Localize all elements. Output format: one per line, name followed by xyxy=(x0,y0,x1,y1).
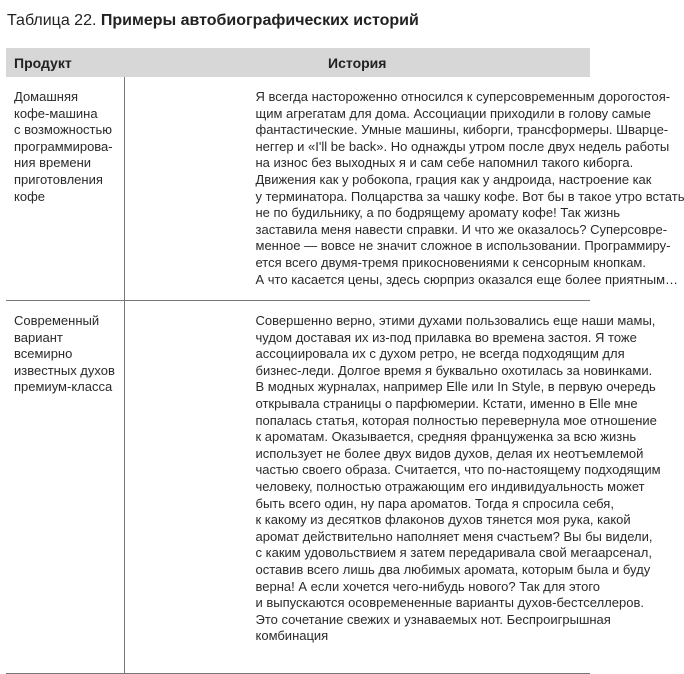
table-header-row xyxy=(6,48,590,77)
product-line: кофе-машина xyxy=(14,105,98,121)
table-row xyxy=(6,301,590,674)
story-line: оставив всего лишь два любимых аромата, которым была и буду xyxy=(255,561,651,577)
story-line: и выпускаются осовремененные варианты духов-бестселлеров. xyxy=(255,595,644,611)
product-line: Домашняя xyxy=(14,89,79,104)
product-line: премиум-класса xyxy=(14,379,113,395)
header-story: История xyxy=(124,48,590,77)
story-line: использует не более двух видов духов, делая их неотъемлемой xyxy=(255,445,644,461)
story-line: к какому из десятков флаконов духов тянется моя рука, какой xyxy=(255,512,631,528)
story-line: аромат действительно наполняет меня счастьем? Вы бы видели, xyxy=(255,528,653,544)
story-line: щим агрегатам для дома. Ассоциации приходили в голову самые xyxy=(255,105,652,121)
story-line: комбинация xyxy=(255,628,329,644)
story-line: бизнес-леди. Долгое время я буквально охотилась за новинками. xyxy=(255,362,653,378)
product-line: вариант xyxy=(14,329,63,345)
product-cell xyxy=(6,301,124,674)
story-line: Совершенно верно, этими духами пользовались еще наши мамы, xyxy=(255,313,656,328)
header-product: Продукт xyxy=(6,48,124,77)
story-cell xyxy=(124,77,684,301)
story-line: на износ без выходных я и сам себе напомнил такого киборга. xyxy=(255,155,634,171)
story-line: к ароматам. Оказывается, средняя француженка за всю жизнь xyxy=(255,429,637,445)
story-line: В модных журналах, например Elle или In Style, в первую очередь xyxy=(255,379,656,395)
story-line: Это сочетание свежих и узнаваемых нот. Беспроигрышная xyxy=(255,611,611,627)
story-line: у терминатора. Полцарства за чашку кофе. Вот бы в такое утро встать xyxy=(255,188,684,204)
product-line: программирова- xyxy=(14,138,113,154)
story-line: с каким удовольствием я затем передаривала свой мегаарсенал, xyxy=(255,545,652,561)
story-line: быть всего один, ну пара ароматов. Тогда я спросила себя, xyxy=(255,495,614,511)
product-cell xyxy=(6,77,124,301)
story-line: Я всегда настороженно относился к суперсовременным дорогостоя- xyxy=(255,89,671,104)
story-line: открывала страницы о парфюмерии. Кстати, именно в Elle мне xyxy=(255,395,638,411)
story-line: верна! А если хочется чего-нибудь нового? Так для этого xyxy=(255,578,601,594)
product-line: всемирно xyxy=(14,346,73,362)
story-line: ется всего двумя-тремя прикосновениями к сенсорным кнопкам. xyxy=(255,254,646,270)
product-line: кофе xyxy=(14,188,45,204)
story-line: менное — вовсе не значит сложное в использовании. Программиру- xyxy=(255,238,671,254)
story-line: человеку, полностью отражающим его индивидуальность может xyxy=(255,478,645,494)
story-line: заставила меня навести справки. И что же оказалось? Суперсовре- xyxy=(255,221,668,237)
product-line: Современный xyxy=(14,313,100,328)
product-line: ния времени xyxy=(14,155,92,171)
product-line: с возможностью xyxy=(14,122,113,138)
stories-table xyxy=(6,48,684,674)
product-line: приготовления xyxy=(14,171,103,187)
story-line: неггер и «I'll be back». Но однажды утром после двух недель работы xyxy=(255,138,670,154)
story-line: попалась статья, которая полностью перевернула мое отношение xyxy=(255,412,657,428)
story-line: ассоциировала их с духом ретро, не всегда подходящим для xyxy=(255,346,625,362)
story-line: чудом доставая их из-под прилавка во времена застоя. Я тоже xyxy=(255,329,637,345)
story-line: А что касается цены, здесь сюрприз оказался еще более приятным… xyxy=(255,271,678,287)
story-cell xyxy=(124,301,661,674)
story-line: частью своего образа. Считается, что по-настоящему подходящим xyxy=(255,462,661,478)
table-row xyxy=(6,77,590,301)
story-line: Движения как у робокопа, грация как у андроида, настроение как xyxy=(255,171,652,187)
caption-title: Примеры автобиографических историй xyxy=(100,12,419,29)
story-line: фантастические. Умные машины, киборги, трансформеры. Шварце- xyxy=(255,122,669,138)
product-line: известных духов xyxy=(14,362,115,378)
table-caption xyxy=(7,12,419,30)
story-line: не по будильнику, а по бодрящему аромату кофе! Так жизнь xyxy=(255,205,621,221)
caption-label: Таблица 22. xyxy=(7,12,97,29)
